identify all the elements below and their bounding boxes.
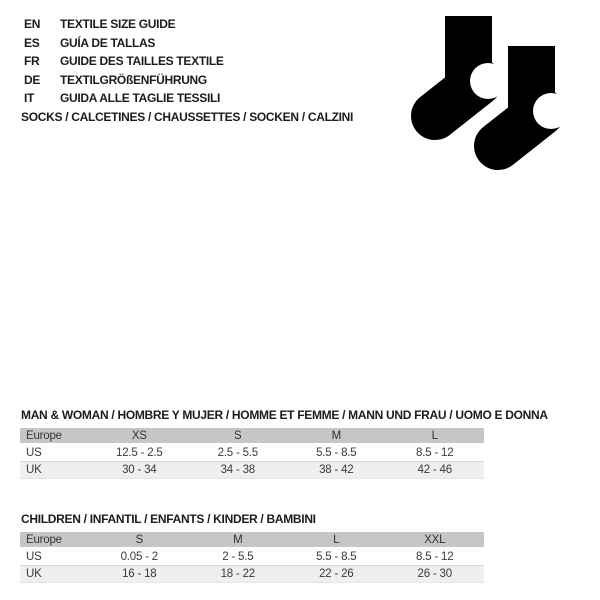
size-cell: 8.5 - 12: [416, 447, 454, 459]
table-header-row: [20, 532, 484, 548]
language-code: EN: [24, 17, 41, 32]
language-code: DE: [24, 72, 41, 87]
list-item: [24, 52, 224, 71]
table-row: [20, 566, 484, 583]
table-row: [20, 548, 484, 566]
row-label: US: [26, 551, 42, 563]
list-item: [24, 71, 224, 90]
size-cell: 2 - 5.5: [222, 551, 254, 563]
column-header: Europe: [20, 532, 90, 548]
size-cell: 16 - 18: [122, 568, 157, 580]
row-label: US: [26, 447, 42, 459]
language-label: TEXTILGRÖßENFÜHRUNG: [60, 72, 207, 87]
language-code: ES: [24, 35, 40, 50]
size-cell: 42 - 46: [417, 464, 452, 476]
socks-icon: [400, 16, 560, 184]
size-cell: 18 - 22: [220, 568, 255, 580]
language-label: GUIDE DES TAILLES TEXTILE: [60, 54, 224, 69]
column-header: M: [287, 428, 385, 444]
size-cell: 26 - 30: [417, 568, 452, 580]
size-cell: 38 - 42: [319, 464, 354, 476]
table-row: [20, 444, 484, 462]
list-item: [24, 89, 224, 108]
table-title: CHILDREN / INFANTIL / ENFANTS / KINDER / BAMBINI: [21, 512, 316, 526]
size-table-children: [20, 512, 484, 583]
language-code: IT: [24, 91, 35, 106]
column-header: L: [287, 532, 385, 548]
language-label: TEXTILE SIZE GUIDE: [60, 17, 176, 32]
sock-shape-right: [498, 46, 560, 146]
language-code: FR: [24, 54, 40, 69]
row-label: UK: [26, 464, 42, 476]
sock-shape-left: [435, 16, 506, 116]
size-table-man-woman: [20, 408, 548, 479]
column-header: S: [90, 532, 188, 548]
column-header: M: [189, 532, 287, 548]
size-cell: 22 - 26: [319, 568, 354, 580]
table-header-row: [20, 428, 484, 444]
list-item: [24, 34, 224, 53]
size-cell: 30 - 34: [122, 464, 157, 476]
column-header: XXL: [386, 532, 484, 548]
size-cell: 34 - 38: [220, 464, 255, 476]
column-header: Europe: [20, 428, 90, 444]
socks-icon-svg: [400, 16, 560, 184]
table-title: MAN & WOMAN / HOMBRE Y MUJER / HOMME ET FEMME / MANN UND FRAU / UOMO E DONNA: [21, 408, 548, 422]
language-label: GUIDA ALLE TAGLIE TESSILI: [60, 91, 221, 106]
size-cell: 0.05 - 2: [120, 551, 158, 563]
column-header: XS: [90, 428, 188, 444]
language-label: GUÍA DE TALLAS: [60, 35, 156, 50]
size-cell: 5.5 - 8.5: [316, 447, 357, 459]
row-label: UK: [26, 568, 42, 580]
size-cell: 8.5 - 12: [416, 551, 454, 563]
size-cell: 2.5 - 5.5: [217, 447, 258, 459]
column-header: S: [189, 428, 287, 444]
size-cell: 5.5 - 8.5: [316, 551, 357, 563]
list-item: [24, 15, 224, 34]
size-table: [20, 532, 484, 583]
category-title: SOCKS / CALCETINES / CHAUSSETTES / SOCKEN / CALZINI: [21, 110, 354, 124]
size-table: [20, 428, 484, 479]
size-cell: 12.5 - 2.5: [116, 447, 163, 459]
column-header: L: [386, 428, 484, 444]
language-guide-list: [24, 15, 224, 108]
table-row: [20, 462, 484, 479]
